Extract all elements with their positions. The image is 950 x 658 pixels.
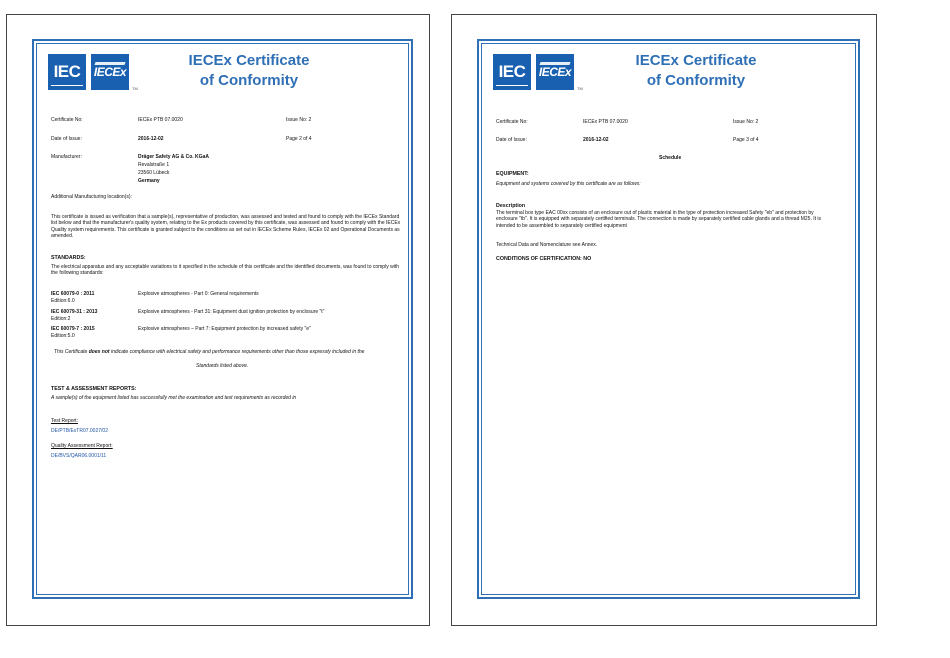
standard-edition: Edition:6.0 bbox=[51, 298, 75, 304]
page-number: Page 2 of 4 bbox=[286, 136, 312, 142]
page-frame bbox=[32, 39, 413, 599]
standard-description: Explosive atmospheres - Part 31: Equipment dust ignition protection by enclosure "t" bbox=[138, 309, 325, 315]
date-of-issue-label: Date of Issue: bbox=[496, 137, 527, 143]
manufacturer-country: Germany bbox=[138, 178, 160, 184]
equipment-intro: Equipment and systems covered by this certificate are as follows: bbox=[496, 181, 641, 187]
standard-code: IEC 60079-0 : 2011 bbox=[51, 291, 95, 297]
equipment-heading: EQUIPMENT: bbox=[496, 171, 529, 177]
test-reports-intro: A sample(s) of the equipment listed has successfully met the examination and test requirements as recorded in bbox=[51, 395, 297, 401]
iecex-logo: IECEx bbox=[91, 54, 129, 90]
quality-assessment-label: Quality Assessment Report: bbox=[51, 443, 113, 449]
manufacturer-street: Revalstraße 1 bbox=[138, 162, 170, 168]
verification-text: This certificate is issued as verification that a sample(s), representative of production, was assessed and tested and found to comply with the IECEx Standard list below and that the manufacturer's quality system, relating to the Ex products covered by this certificate, was assessed and found to comply with the IECEx Quality system requirements. This certificate is granted subject to the conditions as set out in IECEx Scheme Rules, IECEx 02 and Operational Documents as amended. bbox=[51, 214, 401, 240]
manufacturer-city: 23560 Lübeck bbox=[138, 170, 170, 176]
standard-description: Explosive atmospheres - Part 0: General requirements bbox=[138, 291, 259, 297]
certificate-title: IECEx Certificate of Conformity bbox=[188, 52, 310, 89]
iecex-logo: IECEx bbox=[536, 54, 574, 90]
standard-edition: Edition:2 bbox=[51, 316, 71, 322]
iec-logo: IEC bbox=[48, 54, 86, 90]
issue-no: Issue No: 2 bbox=[733, 119, 759, 125]
standard-code: IEC 60079-7 : 2015 bbox=[51, 326, 95, 332]
quality-assessment-link[interactable]: DE/BVS/QAR06.0001/11 bbox=[51, 453, 107, 459]
standards-heading: STANDARDS: bbox=[51, 255, 86, 261]
certificate-page-2 bbox=[6, 14, 430, 626]
date-of-issue-value: 2016-12-02 bbox=[583, 137, 609, 143]
standards-intro: The electrical apparatus and any acceptable variations to it specified in the schedule of this certificate and the identified documents, was found to comply with the following standards: bbox=[51, 264, 399, 277]
compliance-note-line2: Standards listed above. bbox=[196, 363, 249, 369]
certificate-no-value: IECEx PTB 07.0020 bbox=[583, 119, 628, 125]
additional-locations: Additional Manufacturing location(s): bbox=[51, 194, 132, 200]
certificate-title: IECEx Certificate of Conformity bbox=[635, 52, 757, 89]
description-heading: Description bbox=[496, 203, 526, 209]
date-of-issue-value: 2016-12-02 bbox=[138, 136, 164, 142]
schedule-heading: Schedule bbox=[659, 155, 682, 161]
date-of-issue-label: Date of Issue: bbox=[51, 136, 82, 142]
trademark-mark: TM bbox=[577, 86, 583, 91]
page-frame bbox=[477, 39, 860, 599]
manufacturer-name: Dräger Safety AG & Co. KGaA bbox=[138, 154, 209, 160]
conditions-of-certification: CONDITIONS OF CERTIFICATION: NO bbox=[496, 256, 592, 262]
test-report-label: Test Report: bbox=[51, 418, 78, 424]
certificate-no-label: Certificate No: bbox=[496, 119, 528, 125]
certificate-no-value: IECEx PTB 07.0020 bbox=[138, 117, 183, 123]
page-number: Page 3 of 4 bbox=[733, 137, 759, 143]
certificate-page-3 bbox=[451, 14, 877, 626]
test-report-link[interactable]: DE/PTB/ExTR07.0027/02 bbox=[51, 428, 108, 434]
compliance-note: This Certificate does not indicate compliance with electrical safety and performance requirements other than those expressly included in the bbox=[54, 349, 365, 355]
standard-code: IEC 60079-31 : 2013 bbox=[51, 309, 98, 315]
technical-data-note: Technical Data and Nomenclature see Annex. bbox=[496, 242, 598, 248]
standard-description: Explosive atmospheres – Part 7: Equipment protection by increased safety "e" bbox=[138, 326, 311, 332]
standard-edition: Edition:5.0 bbox=[51, 333, 75, 339]
certificate-no-label: Certificate No: bbox=[51, 117, 83, 123]
trademark-mark: TM bbox=[132, 86, 138, 91]
test-reports-heading: TEST & ASSESSMENT REPORTS: bbox=[51, 386, 137, 392]
issue-no: Issue No: 2 bbox=[286, 117, 312, 123]
description-text: The terminal box type EAC 00xx consists of an enclosure out of plastic material in the type of protection increased Safety "eb" and protection by enclosure "tb". It is equipped with separately certified terminals. The connection is made by separately certified cable glands and a thread M25. It is intended to be assembled to separately certified equipment bbox=[496, 210, 822, 229]
manufacturer-label: Manufacturer: bbox=[51, 154, 82, 160]
iec-logo: IEC bbox=[493, 54, 531, 90]
